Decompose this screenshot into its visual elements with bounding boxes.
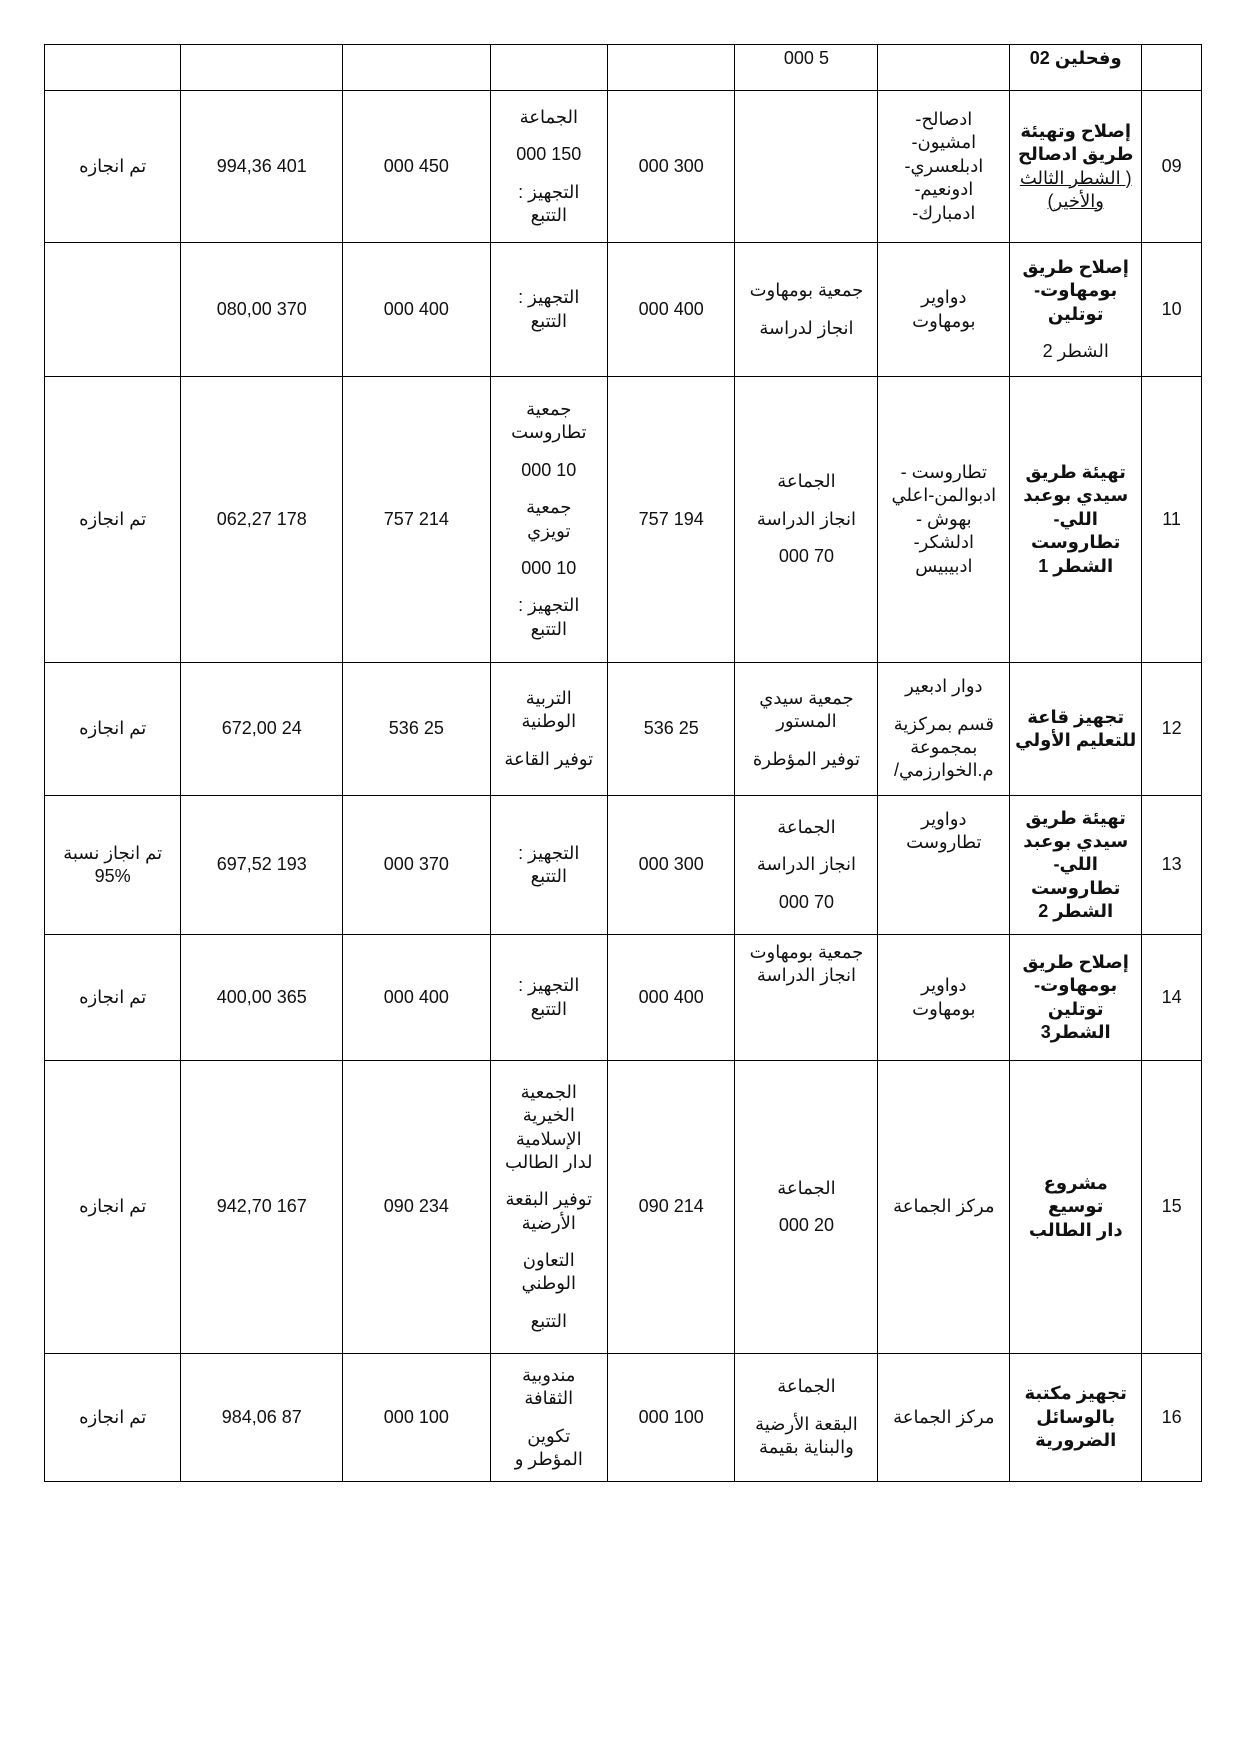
project-name: الشطر 2 — [1042, 340, 1109, 361]
partner-a-text: انجاز لدراسة — [759, 317, 854, 338]
project-name: الشطر 1 — [1038, 555, 1114, 576]
partner-b-text: الوطنية — [521, 711, 577, 732]
partner-b-text: التتبع — [530, 998, 567, 1019]
partner-b-text: التعاون — [522, 1250, 575, 1271]
status-cell — [45, 1354, 181, 1482]
partner-a-cell — [735, 377, 878, 663]
table-row — [45, 1061, 1202, 1354]
total-cell: 400 000 — [343, 243, 490, 377]
location-text: ادبوالمن-اعلي — [891, 485, 997, 506]
table-row — [45, 663, 1202, 796]
project-name: الضرورية — [1035, 1430, 1117, 1451]
amount-a-cell: 300 000 — [608, 796, 735, 935]
amount-a-cell: 400 000 — [608, 243, 735, 377]
row-number: 12 — [1142, 663, 1202, 796]
status-cell — [45, 243, 181, 377]
partner-b-text: الجمعية — [520, 1081, 577, 1102]
status-cell — [45, 377, 181, 663]
partner-b-cell — [490, 1354, 607, 1482]
row-number: 16 — [1142, 1354, 1202, 1482]
partner-b-text: مندوبية — [522, 1364, 576, 1385]
project-name: تهيئة طريق — [1025, 807, 1126, 828]
project-name: سيدي بوعبد — [1023, 485, 1129, 506]
project-name-cell — [1010, 935, 1142, 1061]
partner-b-text: جمعية — [526, 398, 572, 419]
project-name: تجهيز قاعة — [1027, 706, 1125, 727]
partner-a-text: والبناية بقيمة — [759, 1437, 854, 1458]
project-name: تجهيز مكتبة — [1024, 1383, 1127, 1404]
spent-cell: 401 994,36 — [181, 91, 343, 243]
partner-a-cell — [735, 663, 878, 796]
project-name: ( الشطر الثالث — [1019, 167, 1132, 188]
project-name-cell — [1010, 1354, 1142, 1482]
project-name: دار الطالب — [1028, 1219, 1123, 1240]
status-text: تم انجازه — [79, 1406, 147, 1427]
location-text: دواوير — [921, 809, 967, 829]
partner-a-cell — [735, 243, 878, 377]
table-row — [45, 796, 1202, 935]
table-row — [45, 935, 1202, 1061]
status-cell — [45, 91, 181, 243]
project-name-cell — [1010, 91, 1142, 243]
status-cell — [45, 935, 181, 1061]
location-text: دوار ادبعير — [905, 676, 983, 697]
location-cell — [878, 663, 1010, 796]
partner-b-text: 10 000 — [521, 459, 577, 480]
partner-a-cell — [735, 796, 878, 935]
amount-a-cell: 194 757 — [608, 377, 735, 663]
location-text: قسم بمركزية — [893, 713, 994, 734]
partner-b-text: 10 000 — [521, 557, 577, 578]
partner-b-text: توفير القاعة — [504, 748, 594, 769]
partner-b-cell — [490, 1061, 607, 1354]
location-text: بومهاوت — [912, 310, 976, 331]
status-cell — [45, 796, 181, 935]
projects-table — [44, 44, 1202, 1482]
partner-b-cell — [490, 935, 607, 1061]
partner-b-text: 150 000 — [516, 144, 582, 165]
partner-b-text: التربية — [525, 687, 572, 708]
partner-a-text: الجماعة — [777, 816, 836, 837]
location-text: دواوير — [921, 975, 967, 996]
partner-b-cell — [490, 91, 607, 243]
location-text: مركز الجماعة — [893, 1196, 995, 1217]
total-cell: 214 757 — [343, 377, 490, 663]
partner-b-text: تكوين — [527, 1425, 571, 1446]
location-cell — [878, 1061, 1010, 1354]
total-cell: 100 000 — [343, 1354, 490, 1482]
total-cell: 370 000 — [343, 796, 490, 935]
spent-cell: 365 400,00 — [181, 935, 343, 1061]
row-number — [1142, 45, 1202, 91]
project-name: اللي- — [1053, 508, 1098, 529]
table-row — [45, 243, 1202, 377]
partner-a-cell — [735, 1061, 878, 1354]
partner-b-text: التتبع — [530, 618, 567, 639]
project-name: والأخير) — [1047, 190, 1104, 211]
partner-a-text: انجاز الدراسة — [756, 508, 857, 529]
partner-b-text: توفير البقعة — [505, 1189, 593, 1210]
partner-b-text: الأرضية — [521, 1212, 576, 1233]
project-name: للتعليم الأولي — [1015, 730, 1137, 750]
partner-a-text: جمعية سيدي — [759, 687, 854, 708]
partner-a-text: جمعية بومهاوت — [749, 280, 864, 301]
total-cell: 234 090 — [343, 1061, 490, 1354]
table-row — [45, 377, 1202, 663]
location-text: ادلشكر- — [913, 532, 975, 553]
total-cell: 450 000 — [343, 91, 490, 243]
partner-b-text: الخيرية — [522, 1105, 575, 1126]
partner-b-cell — [490, 377, 607, 663]
partner-a-text: الجماعة — [777, 1376, 836, 1397]
project-name: طريق ادصالح — [1018, 144, 1134, 165]
status-cell — [45, 1061, 181, 1354]
location-text: ادصالح- — [915, 109, 973, 130]
partner-b-text: الوطني — [521, 1273, 577, 1294]
location-text: بهوش - — [916, 508, 972, 529]
amount-a-cell — [608, 45, 735, 91]
location-cell — [878, 45, 1010, 91]
project-name-cell — [1010, 377, 1142, 663]
project-name-cell — [1010, 243, 1142, 377]
partner-a-cell — [735, 1354, 878, 1482]
spent-cell: 167 942,70 — [181, 1061, 343, 1354]
spent-cell: 178 062,27 — [181, 377, 343, 663]
table-row — [45, 45, 1202, 91]
partner-b-cell — [490, 243, 607, 377]
total-cell: 25 536 — [343, 663, 490, 796]
spent-cell — [181, 45, 343, 91]
location-cell — [878, 243, 1010, 377]
location-text: تطاروست - — [900, 462, 988, 483]
partner-b-text: الثقافة — [524, 1388, 574, 1409]
project-name: تطاروست — [1031, 532, 1121, 553]
partner-b-text: التجهيز : — [518, 287, 580, 308]
partner-a-text: البقعة الأرضية — [755, 1413, 858, 1434]
table-row — [45, 1354, 1202, 1482]
partner-b-text: المؤطر و — [514, 1448, 583, 1469]
project-name: إصلاح وتهيئة — [1020, 120, 1132, 141]
location-text: بمجموعة — [910, 737, 978, 757]
amount-a-cell: 214 090 — [608, 1061, 735, 1354]
partner-a-text: 5 000 — [783, 48, 829, 68]
row-number: 13 — [1142, 796, 1202, 935]
location-text: امشيون- — [911, 132, 977, 153]
partner-b-text: لدار الطالب — [505, 1151, 593, 1172]
partner-b-text: تويزي — [527, 520, 571, 541]
partner-a-text: جمعية بومهاوت — [749, 942, 864, 962]
partner-b-text: التتبع — [530, 1310, 567, 1331]
partner-b-text: تطاروست — [511, 422, 587, 443]
amount-a-cell: 100 000 — [608, 1354, 735, 1482]
row-number: 14 — [1142, 935, 1202, 1061]
status-text: 95% — [94, 866, 131, 886]
location-cell — [878, 91, 1010, 243]
status-text: تم انجازه — [79, 155, 147, 176]
partner-a-text: الجماعة — [777, 1177, 836, 1198]
partner-b-text: الجماعة — [519, 106, 578, 127]
partner-b-text: التجهيز : — [518, 842, 580, 863]
project-name-cell — [1010, 796, 1142, 935]
location-text: بومهاوت — [912, 998, 976, 1019]
row-number: 09 — [1142, 91, 1202, 243]
location-text: ادونعيم- — [914, 179, 974, 200]
amount-a-cell: 300 000 — [608, 91, 735, 243]
status-text: تم انجازه — [79, 718, 147, 739]
total-cell — [343, 45, 490, 91]
location-text: ادبيبيس — [915, 555, 973, 576]
partner-b-cell — [490, 796, 607, 935]
project-name: تهيئة طريق — [1025, 462, 1126, 483]
spent-cell: 193 697,52 — [181, 796, 343, 935]
partner-b-text: الإسلامية — [515, 1128, 582, 1149]
partner-a-text: المستور — [776, 711, 837, 732]
project-name-cell — [1010, 663, 1142, 796]
location-text: ادبلعسري- — [904, 155, 984, 176]
project-name: اللي- — [1053, 854, 1098, 875]
project-name-cell — [1010, 1061, 1142, 1354]
amount-a-cell: 25 536 — [608, 663, 735, 796]
partner-b-text: التجهيز : — [518, 181, 580, 202]
partner-a-text: انجاز الدراسة — [756, 854, 857, 875]
project-name: مشروع توسيع — [1043, 1172, 1108, 1217]
amount-a-cell: 400 000 — [608, 935, 735, 1061]
partner-b-text: التتبع — [530, 204, 567, 225]
partner-a-cell — [735, 45, 878, 91]
partner-b-text: التتبع — [530, 310, 567, 331]
location-cell — [878, 796, 1010, 935]
status-cell — [45, 45, 181, 91]
project-name: بومهاوت- — [1034, 280, 1118, 301]
row-number: 15 — [1142, 1061, 1202, 1354]
partner-b-cell — [490, 45, 607, 91]
total-cell: 400 000 — [343, 935, 490, 1061]
project-name: إصلاح طريق — [1022, 256, 1129, 277]
location-text: م.الخوارزمي/ — [894, 760, 994, 781]
partner-a-text: 70 000 — [778, 891, 834, 912]
project-name: إصلاح طريق — [1022, 951, 1129, 972]
status-text: تم انجازه — [79, 986, 147, 1007]
project-name: وفحلين 02 — [1029, 48, 1122, 68]
location-text: مركز الجماعة — [893, 1406, 995, 1427]
status-cell — [45, 663, 181, 796]
partner-b-text: التجهيز : — [518, 595, 580, 616]
spent-cell: 24 672,00 — [181, 663, 343, 796]
project-name: الشطر3 — [1040, 1021, 1111, 1042]
project-name: بالوسائل — [1036, 1406, 1116, 1427]
project-name: سيدي بوعبد — [1023, 830, 1129, 851]
table-row — [45, 91, 1202, 243]
project-name: الشطر 2 — [1038, 901, 1114, 922]
project-name: توتلين — [1047, 303, 1104, 324]
status-text: تم انجازه — [79, 1196, 147, 1217]
partner-a-text: 70 000 — [778, 546, 834, 567]
partner-b-text: التتبع — [530, 866, 567, 886]
spent-cell: 87 984,06 — [181, 1354, 343, 1482]
partner-a-text: توفير المؤطرة — [752, 748, 860, 769]
status-text: تم انجاز نسبة — [63, 842, 163, 863]
row-number: 11 — [1142, 377, 1202, 663]
partner-b-cell — [490, 663, 607, 796]
row-number: 10 — [1142, 243, 1202, 377]
partner-b-text: التجهيز : — [518, 975, 580, 996]
location-cell — [878, 377, 1010, 663]
spent-cell: 370 080,00 — [181, 243, 343, 377]
location-text: تطاروست — [906, 832, 982, 853]
project-name: توتلين — [1047, 998, 1104, 1019]
location-cell — [878, 1354, 1010, 1482]
partner-a-cell — [735, 935, 878, 1061]
status-text: تم انجازه — [79, 508, 147, 529]
location-text: ادمبارك- — [912, 202, 976, 223]
partner-a-text: الجماعة — [777, 471, 836, 492]
partner-b-text: جمعية — [526, 497, 572, 518]
project-name-cell — [1010, 45, 1142, 91]
project-name: بومهاوت- — [1034, 975, 1118, 996]
location-cell — [878, 935, 1010, 1061]
location-text: دواوير — [921, 287, 967, 308]
project-name: تطاروست — [1031, 877, 1121, 898]
partner-a-cell — [735, 91, 878, 243]
partner-a-text: انجاز الدراسة — [756, 965, 857, 986]
partner-a-text: 20 000 — [778, 1215, 834, 1235]
